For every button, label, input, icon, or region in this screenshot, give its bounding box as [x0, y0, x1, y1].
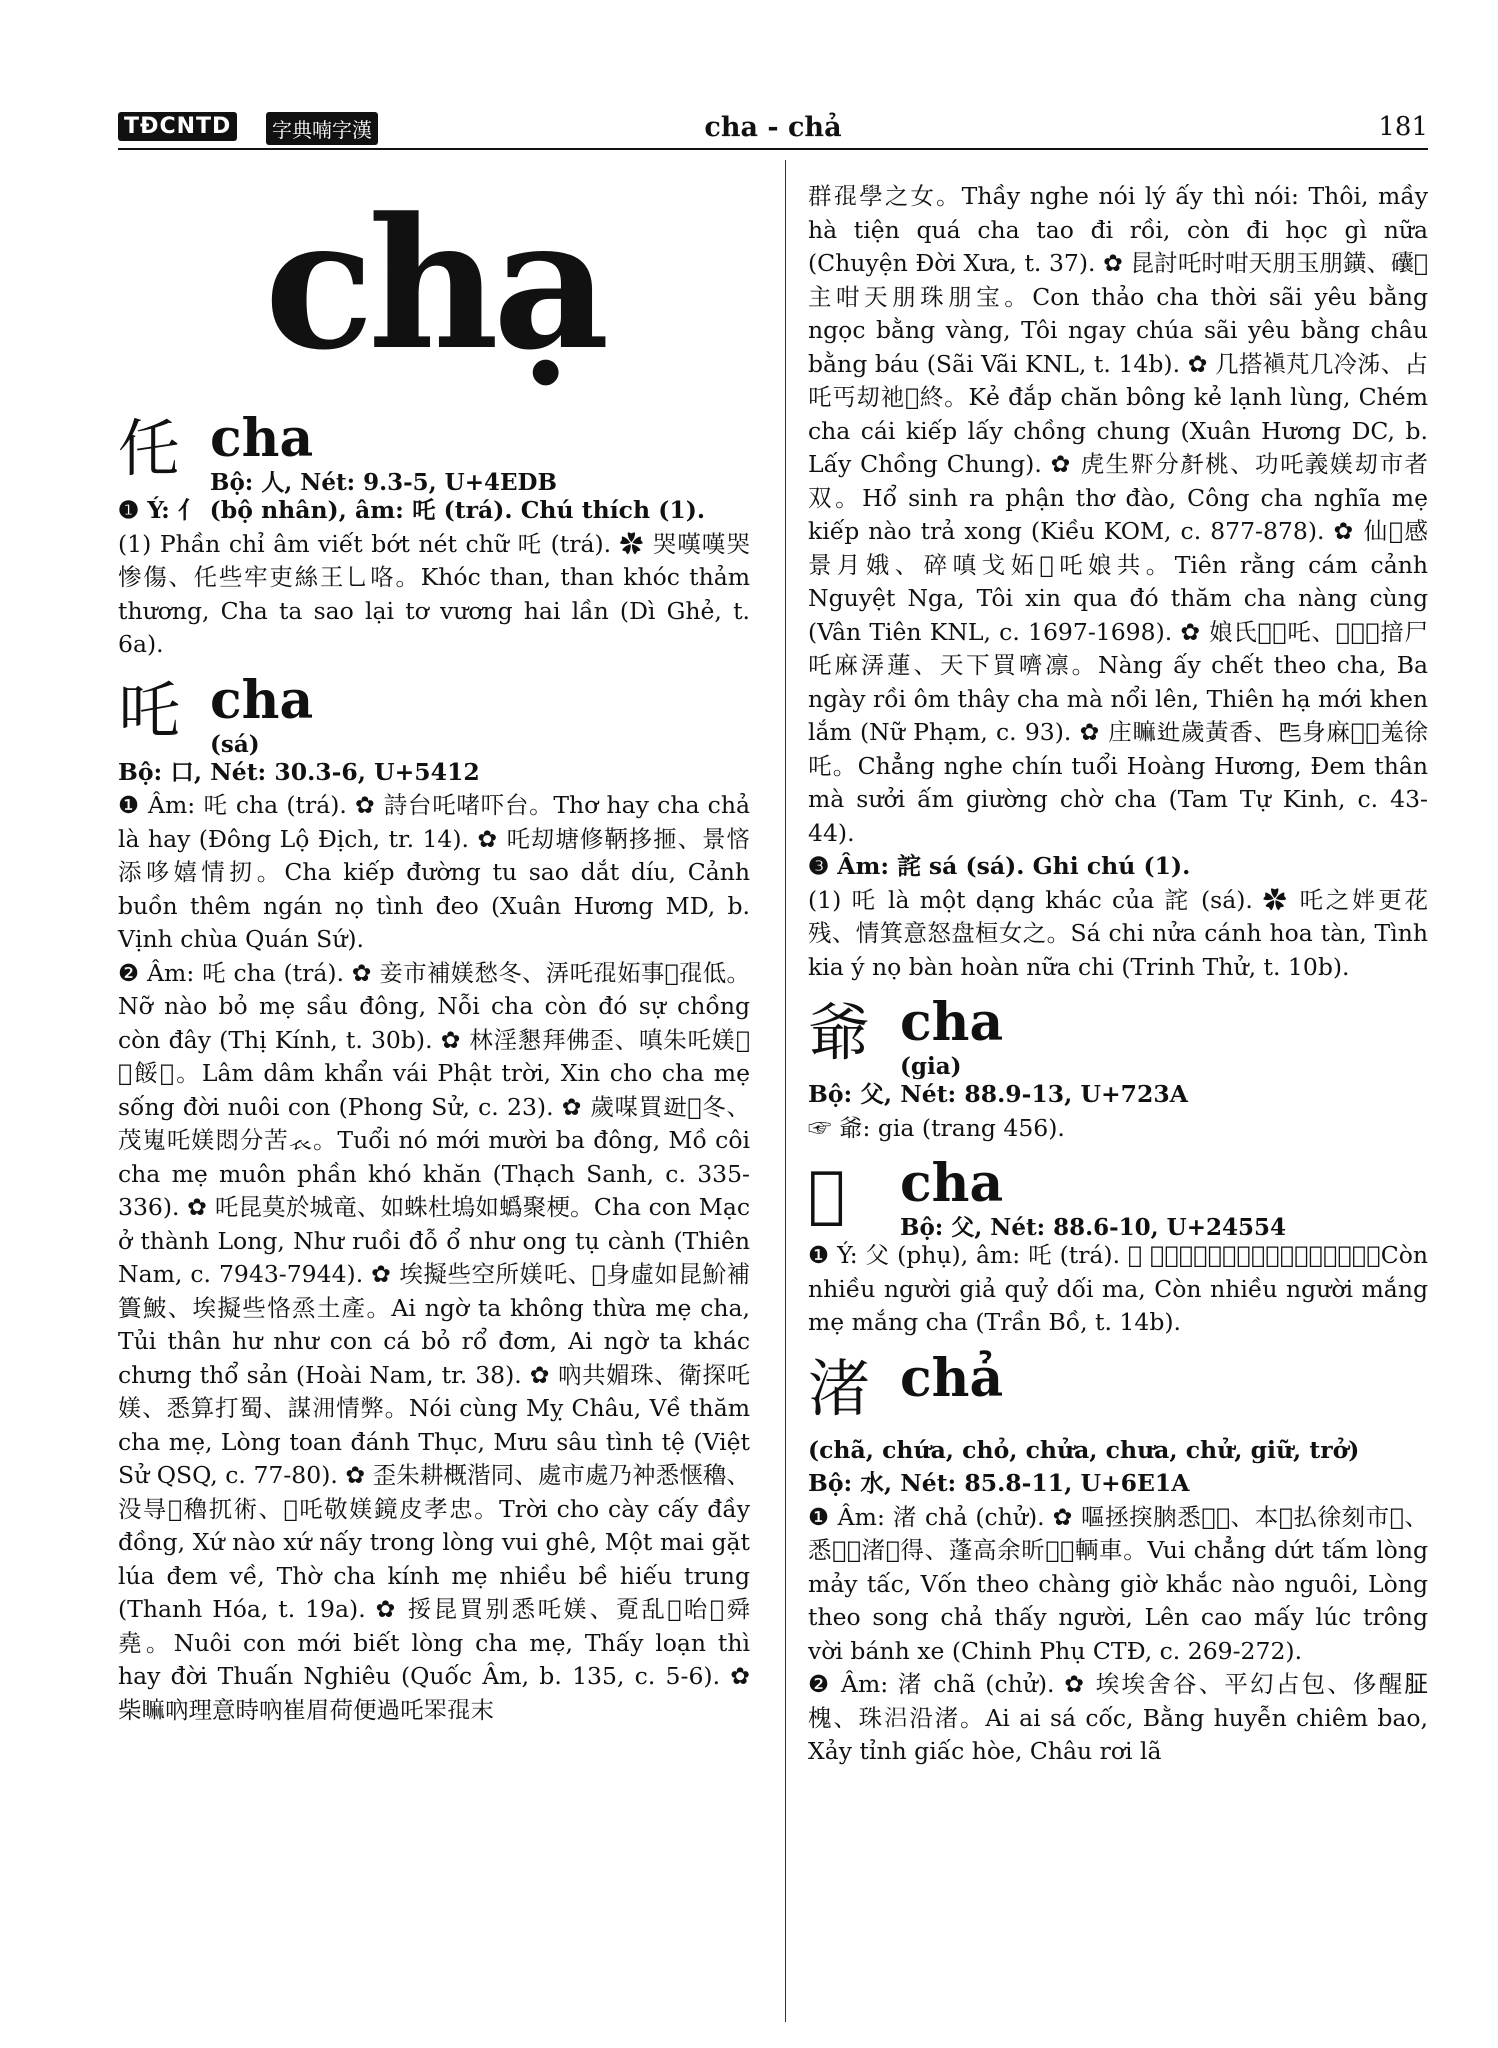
right-column	[808, 180, 1428, 1769]
sense-paragraph: 群𡥵學之女。Thầy nghe nói lý ấy thì nói: Thôi, mầy hà tiện quá cha tao đi rồi, còn đi học gì nữa (Chuyện Đời Xưa, t. 37). ✿ 昆討吒时咁天朋玉朋鐄、𥗾𡊲主咁天朋珠朋宝。Con thảo cha thời sãi yêu bằng ngọc bằng vàng, Tôi ngay chúa sãi yêu bằng châu bằng báu (Sãi Vãi KNL, t. 14b). ✿ 几搭𧜖芃几冷泲、占吒丐刧祂𧺀終。Kẻ đắp chăn bông kẻ lạnh lùng, Chém cha cái kiếp lấy chồng chung (Xuân Hương DC, b. Lấy Chồng Chung). ✿ 虎生𤲂分𠦳桃、功吒義媄刧市者双。Hổ sinh ra phận thơ đào, Công cha nghĩa mẹ kiếp nào trả xong (Kiều KOM, c. 877-878). ✿ 仙𠳒感景月娥、碎嗔戈妬𡎝吒娘共。Tiên rằng cám cảnh Nguyệt Nga, Tôi xin qua đó thăm cha nàng cùng (Vân Tiên KNL, c. 1697-1698). ✿ 娘氏𣩂𠫾吒、𠀧𣈜𡢐揞尸吒麻㳥蓮、天下買嚌凛。Nàng ấy chết theo cha, Ba ngày rồi ôm thây cha mà nổi lên, Thiên hạ mới khen lắm (Nữ Phạm, c. 93). ✿ 庄𥊚𨑮歲黃香、𠀧身麻𤐜𣉹羗徐吒。Chẳng nghe chín tuổi Hoàng Hương, Đem thân mà sưởi ấm giường chờ cha (Tam Tự Kinh, c. 43-44).	[808, 182, 1428, 847]
note-paragraph: (1) Phần chỉ âm viết bớt nét chữ 吒 (trá). ✿ 哭嘆嘆哭惨傷、仛些牢吏絲王乚咯。Khóc than, than khóc thảm thương, Cha ta sao lại tơ vương hai lần (Dì Ghẻ, t. 6a).	[118, 529, 750, 658]
entry-word: cha	[900, 1153, 1004, 1214]
page-header	[118, 108, 1428, 148]
entry-radical-info: Bộ: 父, Nét: 88.9-13, U+723A	[808, 1080, 1188, 1108]
cross-reference: ☞ 爺: gia (trang 456).	[808, 1113, 1065, 1142]
note-paragraph: (1) 吒 là một dạng khác của 詫 (sá). ✿ 吒之姅更花残、情箕意怒盘桓女之。Sá chi nửa cánh hoa tàn, Tình kia ý nọ bàn hoàn nữa chi (Trinh Thử, t. 10b).	[808, 885, 1428, 981]
sense-paragraph: ❶ Âm: 渚 chả (chử). ✿ 嘔拯揬朒悉𠃣𡨸、本𨆷払徐刻市𢥈、悉𨆷𩇢渚𥊛得、蓬高余昕𨋤𩛷輌車。Vui chẳng dứt tấm lòng mảy tấc, Vốn theo chàng giờ khắc nào nguôi, Lòng theo song chả thấy người, Lên cao mấy lúc trông vời bánh xe (Chinh Phụ CTĐ, c. 269-272).	[808, 1502, 1428, 1665]
entry-radical-info: Bộ: 口, Nét: 30.3-6, U+5412	[118, 757, 480, 786]
entry-radical-info: Bộ: 水, Nét: 85.8-11, U+6E1A	[808, 1469, 1190, 1497]
entry-radical-info: Bộ: 父, Nét: 88.6-10, U+24554	[900, 1214, 1287, 1241]
entry-radical-info: Bộ: 人, Nét: 9.3-5, U+4EDB	[210, 469, 557, 496]
publisher-logo: TĐCNTD	[118, 112, 237, 141]
entry-head	[118, 410, 750, 494]
sense-paragraph: ❶ Ý: 父 (phụ), âm: 吒 (trá). ✿ 𡗊魑𩲡假鬼𡁛魔、𡗊魑𩲡𠸍媄𠸍𤕔。Còn nhiều người giả quỷ dối ma, Còn nhiều người mắng mẹ mắng cha (Trần Bồ, t. 14b).	[808, 1241, 1428, 1336]
entry-word: chả	[900, 1347, 1004, 1409]
entry-head	[808, 1155, 1428, 1239]
entry-head	[118, 669, 750, 758]
entry-character: 仛	[118, 412, 181, 485]
running-title: cha - chả	[704, 112, 842, 143]
entry-head	[808, 994, 1428, 1078]
entry-character: 爺	[808, 996, 871, 1069]
entry-word: cha	[210, 408, 314, 469]
sense-paragraph: ❶ Âm: 吒 cha (trá). ✿ 詩台吒啫吓台。Thơ hay cha chả là hay (Đông Lộ Địch, tr. 14). ✿ 吒刧塘修鞆拸㧜、景悋添哆嬉情扨。Cha kiếp đường tu sao dắt díu, Cảnh buồn thêm ngán nọ tình đeo (Xuân Hương MD, b. Vịnh chùa Quán Sứ).	[118, 791, 750, 953]
page-number: 181	[1378, 112, 1428, 142]
column-divider	[785, 160, 786, 2022]
entry-variant: (chã, chứa, chỏ, chửa, chưa, chử, giữ, trở)	[808, 1435, 1360, 1464]
entry-head	[808, 1347, 1428, 1434]
entry-word: cha	[210, 669, 314, 731]
entry-character: 𤕔	[808, 1157, 846, 1230]
entry-character: 渚	[808, 1351, 871, 1425]
header-rule	[118, 148, 1428, 150]
section-letter: chạ	[264, 179, 604, 390]
entry-character: 吒	[118, 673, 181, 747]
sense-paragraph: ❸ Âm: 詫 sá (sá). Ghi chú (1).	[808, 852, 1191, 880]
sense-paragraph: ❶ Ý: 亻 (bộ nhân), âm: 吒 (trá). Chú thích (1).	[118, 496, 705, 524]
entry-variant: (gia)	[900, 1053, 962, 1080]
entry-word: cha	[900, 992, 1004, 1053]
sense-paragraph: ❷ Âm: 渚 chã (chử). ✿ 埃埃舍谷、平幻占包、侈醒𦙫槐、珠𣳮沿渚。Ai ai sá cốc, Bằng huyễn chiêm bao, Xảy tỉnh giấc hòe, Châu rơi lã	[808, 1670, 1428, 1765]
dictionary-logo: 字典喃字漢	[266, 112, 378, 145]
entry-variant: (sá)	[210, 730, 260, 758]
left-column	[118, 170, 750, 1727]
sense-paragraph: ❷ Âm: 吒 cha (trá). ✿ 妾市補媄愁冬、㳥吒𡥵妬事𢬣𡥵低。Nỡ nào bỏ mẹ sầu đông, Nỗi cha còn đó sự chồng còn đây (Thị Kính, t. 30b). ✿ 林淫懇拜佛歪、嗔朱吒媄𤯩𦷾餒𡥵。Lâm dâm khẩn vái Phật trời, Xin cho cha mẹ sống đời nuôi con (Phong Sử, c. 23). ✿ 歲㖼買𨒒𠃣冬、茂嵬吒媄悶分苦𧘇。Tuổi nó mới mười ba đông, Mồ côi cha mẹ muôn phần khó khăn (Thạch Sanh, c. 335-336). ✿ 吒昆莫於城竜、如蛛杜塢如蟡聚梗。Cha con Mạc ở thành Long, Như ruồi đỗ ổ như ong tụ cành (Thiên Nam, c. 7943-7944). ✿ 埃擬些空所媄吒、𨉟身虛如昆魪補簣鮍、埃擬些恪烝土產。Ai ngờ ta không thừa mẹ cha, Tủi thân hư như con cá bỏ rổ đơm, Ai ngờ ta khác chưng thổ sản (Hoài Nam, tr. 38). ✿ 吶共媚珠、衛探吒媄、悉算打蜀、謀𣳔情弊。Nói cùng Mỵ Châu, Về thăm cha mẹ, Lòng toan đánh Thục, Mưu sâu tình tệ (Việt Sử QSQ, c. 77-80). ✿ 歪朱耕概湝同、處市處乃衶悉惬穭、没㝵𢷀穭扤術、𧍋吒敬媄鏡皮孝忠。Trời cho cày cấy đầy đồng, Xứ nào xứ nấy trong lòng vui ghê, Một mai gặt lúa đem về, Thờ cha kính mẹ nhiều bề hiếu trung (Thanh Hóa, t. 19a). ✿ 挼昆買别悉吒媄、覔乱𠳨咍𦷾舜堯。Nuôi con mới biết lòng cha mẹ, Thấy loạn thì hay đời Thuấn Nghiêu (Quốc Âm, b. 135, c. 5-6). ✿ 柴𥊚吶理意時吶崔眉荷便過吒𦊚𡥵末	[118, 958, 750, 1724]
